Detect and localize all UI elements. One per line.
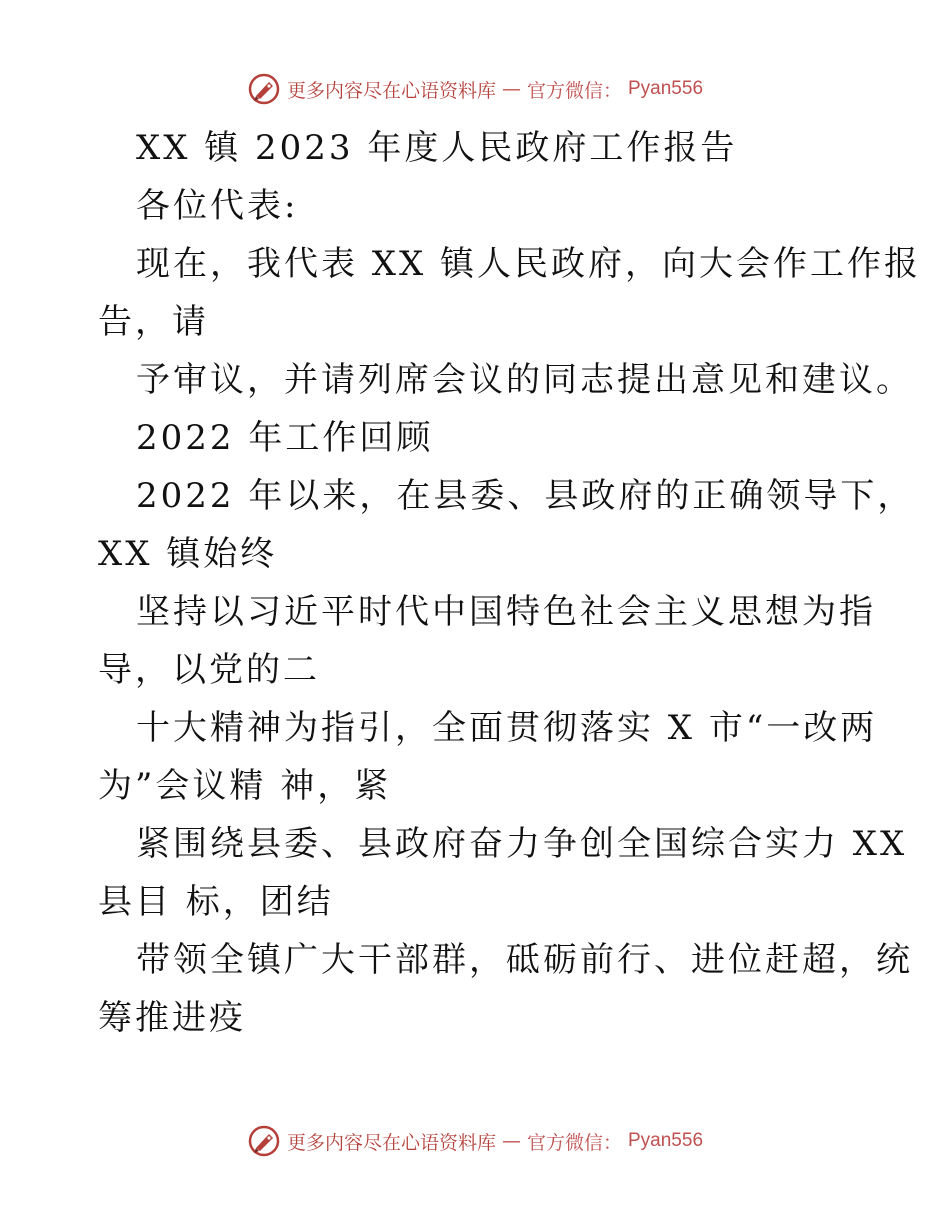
document-title: XX 镇 2023 年度人民政府工作报告 [136,128,738,168]
pen-nib-logo-icon [247,1124,281,1158]
paragraph-line: 2022 年以来，在县委、县政府的正确领导下， [136,476,915,516]
paragraph-line: 现在，我代表 XX 镇人民政府，向大会作工作报 [136,244,922,284]
paragraph-line: 县目 标，团结 [98,882,334,922]
watermark-text: 更多内容尽在心语资料库 [286,1131,496,1154]
watermark-wechat-label: 官方微信： [526,79,622,102]
paragraph-line: 筹推进疫 [98,998,246,1038]
paragraph-line: 坚持以习近平时代中国特色社会主义思想为指 [136,592,876,632]
watermark-separator: — [501,78,521,100]
paragraph-line: 带领全镇广大干部群，砥砺前行、进位赶超，统 [136,940,913,980]
paragraph-line: 十大精神为指引，全面贯彻落实 X 市“一改两 [136,708,878,748]
paragraph-line: 予审议，并请列席会议的同志提出意见和建议。 [136,360,913,400]
paragraph-line: 导，以党的二 [98,650,320,690]
watermark-wechat-id: Pyan556 [628,1130,704,1151]
header-watermark [0,72,950,106]
section-heading: 2022 年工作回顾 [136,418,434,458]
watermark-separator: — [501,1130,521,1152]
footer-watermark [0,1124,950,1158]
paragraph-line: XX 镇始终 [98,534,278,574]
pen-nib-logo-icon [247,72,281,106]
watermark-wechat-id: Pyan556 [628,78,704,99]
watermark-wechat-label: 官方微信： [526,1131,622,1154]
paragraph-line: 为”会议精 神，紧 [98,766,392,806]
salutation: 各位代表: [136,186,299,226]
watermark-text: 更多内容尽在心语资料库 [286,79,496,102]
paragraph-line: 紧围绕县委、县政府奋力争创全国综合实力 XX [136,824,908,864]
paragraph-line: 告，请 [98,302,209,342]
